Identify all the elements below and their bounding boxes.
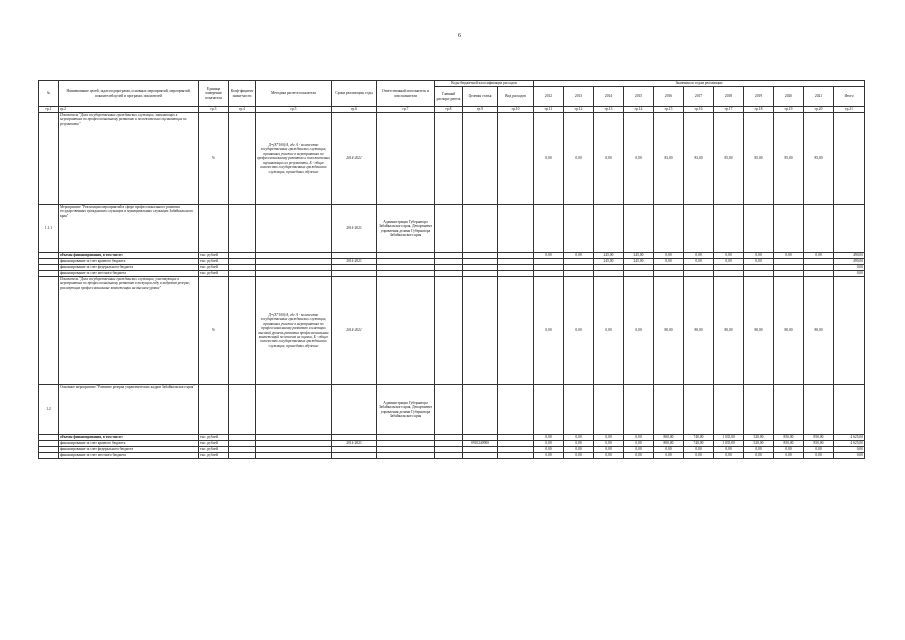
financing-code xyxy=(463,453,498,459)
indicator-period: 2014-2021 xyxy=(332,277,377,385)
value-cell: 0,00 xyxy=(684,259,714,265)
indicator-unit: % xyxy=(199,277,229,385)
colnum: гр.6 xyxy=(332,107,377,113)
value-cell: 80,00 xyxy=(774,277,804,385)
value-cell: 0,00 xyxy=(834,447,865,453)
value-cell: 1 035,00 xyxy=(714,441,744,447)
colnum: гр.13 xyxy=(594,107,624,113)
financing-unit: тыс. рублей xyxy=(199,271,229,277)
financing-unit: тыс. рублей xyxy=(199,253,229,259)
value-cell xyxy=(834,277,865,385)
value-cell: 245,00 xyxy=(594,259,624,265)
value-cell: 0,00 xyxy=(534,447,564,453)
header-year: 2015 xyxy=(624,87,654,107)
colnum: гр.5 xyxy=(256,107,332,113)
value-cell: 245,00 xyxy=(624,253,654,259)
value-cell: 0,00 xyxy=(744,447,774,453)
value-cell: 0,00 xyxy=(654,259,684,265)
colnum: гр.10 xyxy=(498,107,534,113)
value-cell: 0,00 xyxy=(714,447,744,453)
colnum: гр.20 xyxy=(804,107,834,113)
indicator-name: Показатель "Доля государственных гражданских служащих, участвующих в мероприятиях по профессиональному развитию в текущем году и кадровом резерве, реализующих профессиональные компетенции на высшем уровне" xyxy=(59,277,199,385)
financing-row xyxy=(39,453,865,459)
value-cell: 0,00 xyxy=(654,447,684,453)
value-cell: 0,00 xyxy=(654,253,684,259)
value-cell: 0,00 xyxy=(714,453,744,459)
value-cell: 0,00 xyxy=(624,447,654,453)
value-cell: 4 625,00 xyxy=(834,441,865,447)
value-cell: 4 625,00 xyxy=(834,435,865,441)
page-number: 6 xyxy=(458,33,461,39)
colnum: гр.17 xyxy=(714,107,744,113)
colnum: гр.2 xyxy=(59,107,199,113)
indicator-row xyxy=(39,277,865,385)
value-cell: 800,00 xyxy=(654,441,684,447)
header-coef: Коэф-фициент значи-мости xyxy=(229,81,256,107)
indicator-unit: % xyxy=(199,113,229,205)
value-cell: 80,00 xyxy=(804,277,834,385)
value-cell: 0,00 xyxy=(834,271,865,277)
value-cell: 0,00 xyxy=(834,453,865,459)
value-cell: 0,00 xyxy=(564,277,594,385)
financing-label: финансирование за счет местного бюджета xyxy=(59,453,199,459)
measure-number: 1.2 xyxy=(39,385,59,435)
value-cell: 80,00 xyxy=(654,277,684,385)
value-cell: 80,00 xyxy=(714,277,744,385)
value-cell: 0,00 xyxy=(624,435,654,441)
header-year: 2021 xyxy=(804,87,834,107)
colnum: гр.21 xyxy=(834,107,865,113)
header-budget-sub: Целевая статья xyxy=(463,87,498,107)
header-budget-code: Коды бюджетной классификации расходов xyxy=(435,81,534,87)
value-cell: 0,00 xyxy=(534,277,564,385)
colnum: гр.8 xyxy=(435,107,463,113)
value-cell: 0,00 xyxy=(534,435,564,441)
value-cell: 740,00 xyxy=(684,441,714,447)
value-cell xyxy=(834,113,865,205)
value-cell: 0,00 xyxy=(684,453,714,459)
value-cell: 0,00 xyxy=(534,453,564,459)
financing-unit: тыс. рублей xyxy=(199,453,229,459)
measure-name: Основное мероприятие "Развитие резерва управленческих кадров Забайкальского края" xyxy=(59,385,199,435)
indicator-row xyxy=(39,113,865,205)
value-cell: 0,00 xyxy=(714,259,744,265)
measure-responsible: Администрация Губернатора Забайкальского края, Департамент управления делами Губернатора Забайкальского края xyxy=(377,205,435,253)
colnum: гр.14 xyxy=(624,107,654,113)
value-cell: 0,00 xyxy=(564,453,594,459)
value-cell: 0,00 xyxy=(594,277,624,385)
header-year: 2016 xyxy=(654,87,684,107)
value-cell: 0,00 xyxy=(564,113,594,205)
header-year: 2019 xyxy=(744,87,774,107)
value-cell: 0,00 xyxy=(654,453,684,459)
colnum: гр.11 xyxy=(534,107,564,113)
value-cell: 0,00 xyxy=(804,447,834,453)
value-cell: 0,00 xyxy=(624,441,654,447)
program-table xyxy=(38,80,865,459)
colnum: гр.4 xyxy=(229,107,256,113)
measure-row xyxy=(39,385,865,435)
value-cell: 85,00 xyxy=(744,113,774,205)
financing-label: финансирование за счет местного бюджета xyxy=(59,271,199,277)
financing-code: 0910240900 xyxy=(463,441,498,447)
measure-period: 2014-2021 xyxy=(332,205,377,253)
financing-unit: тыс. рублей xyxy=(199,259,229,265)
value-cell: 0,00 xyxy=(564,435,594,441)
financing-unit: тыс. рублей xyxy=(199,265,229,271)
header-year: 2018 xyxy=(714,87,744,107)
header-no: № xyxy=(39,81,59,107)
colnum: гр.7 xyxy=(377,107,435,113)
value-cell: 83,00 xyxy=(684,113,714,205)
header-method: Методика расчета показателя xyxy=(256,81,332,107)
colnum: гр.16 xyxy=(684,107,714,113)
measure-name: Мероприятие "Реализация мероприятий в сфере профессионального развития государственных гражданских служащих и муниципальных служащих Забайкальского края" xyxy=(59,205,199,253)
financing-label: объемы финансирования, в том числе: xyxy=(59,435,199,441)
header-budget-sub: Главный распоря-дитель xyxy=(435,87,463,107)
header-year: 2017 xyxy=(684,87,714,107)
colnum: гр.1 xyxy=(39,107,59,113)
colnum: гр.12 xyxy=(564,107,594,113)
value-cell: 0,00 xyxy=(534,113,564,205)
value-cell: 0,00 xyxy=(804,253,834,259)
value-cell: 0,00 xyxy=(834,265,865,271)
value-cell: 740,00 xyxy=(684,435,714,441)
value-cell: 0,00 xyxy=(624,453,654,459)
value-cell: 0,00 xyxy=(594,447,624,453)
financing-label: объемы финансирования, в том числе: xyxy=(59,253,199,259)
value-cell: 850,00 xyxy=(804,435,834,441)
value-cell: 0,00 xyxy=(774,447,804,453)
financing-period xyxy=(332,453,377,459)
value-cell: 85,00 xyxy=(774,113,804,205)
value-cell: 0,00 xyxy=(594,441,624,447)
value-cell: 850,00 xyxy=(774,435,804,441)
financing-label: финансирование за счет краевого бюджета xyxy=(59,441,199,447)
header-year: 2020 xyxy=(774,87,804,107)
value-cell: 0,00 xyxy=(804,453,834,459)
value-cell: 490,00 xyxy=(834,259,865,265)
value-cell: 520,00 xyxy=(744,441,774,447)
value-cell: 0,00 xyxy=(744,453,774,459)
value-cell: 85,00 xyxy=(804,113,834,205)
value-cell: 520,00 xyxy=(744,435,774,441)
measure-number: 1.1.1 xyxy=(39,205,59,253)
financing-unit: тыс. рублей xyxy=(199,447,229,453)
value-cell: 0,00 xyxy=(774,453,804,459)
value-cell: 0,00 xyxy=(564,441,594,447)
value-cell: 245,00 xyxy=(624,259,654,265)
colnum: гр.9 xyxy=(463,107,498,113)
header-name: Наименование целей, задач подпрограмм, основных мероприятий, мероприятий, показателей целей и программ, показателей xyxy=(59,81,199,107)
value-cell: 0,00 xyxy=(624,277,654,385)
header-year: 2013 xyxy=(564,87,594,107)
value-cell: 245,00 xyxy=(594,253,624,259)
indicator-method: Д=(Б*100)/А, где А - количество государственных гражданских служащих, принявших участие в мероприятиях по профессиональному развитию и имеющих высокий уровень развития профессиональных компетенций по итогам их оценки, Б - общее количество государственных гражданских служащих, прошедших обучение xyxy=(256,277,332,385)
header-year: 2014 xyxy=(594,87,624,107)
colnum: гр.18 xyxy=(744,107,774,113)
value-cell: 1 035,00 xyxy=(714,435,744,441)
value-cell: 0,00 xyxy=(564,447,594,453)
header-period: Сроки реализации, годы xyxy=(332,81,377,107)
value-cell: 83,00 xyxy=(654,113,684,205)
header-unit: Единица измерения показателя xyxy=(199,81,229,107)
value-cell: 0,00 xyxy=(624,113,654,205)
financing-label: финансирование за счет федерального бюджета xyxy=(59,447,199,453)
value-cell: 0,00 xyxy=(594,435,624,441)
financing-label: финансирование за счет краевого бюджета xyxy=(59,259,199,265)
value-cell: 0,00 xyxy=(714,253,744,259)
value-cell: 0,00 xyxy=(534,253,564,259)
measure-row xyxy=(39,205,865,253)
value-cell: 850,00 xyxy=(774,441,804,447)
value-cell: 80,00 xyxy=(744,277,774,385)
financing-label: финансирование за счет федерального бюджета xyxy=(59,265,199,271)
header-responsible: Ответственный исполнитель и соисполнители xyxy=(377,81,435,107)
indicator-method: Д=(Б*100)/А, где А - количество государственных гражданских служащих, принявших участие в мероприятиях по профессиональному развитию и положительно оценивающих их результаты, Б - общее количество государственных гражданских служащих, прошедших обучение xyxy=(256,113,332,205)
value-cell: 0,00 xyxy=(564,253,594,259)
indicator-period: 2014-2021 xyxy=(332,113,377,205)
header-year-total: Итого xyxy=(834,87,865,107)
header-budget-sub: Вид расходов xyxy=(498,87,534,107)
value-cell: 0,00 xyxy=(774,253,804,259)
financing-unit: тыс. рублей xyxy=(199,435,229,441)
header-values-title: Значения по годам реализации xyxy=(534,81,865,87)
financing-period: 2014-2021 xyxy=(332,441,377,447)
value-cell: 0,00 xyxy=(594,113,624,205)
value-cell: 0,00 xyxy=(684,253,714,259)
value-cell: 850,00 xyxy=(804,441,834,447)
value-cell: 0,00 xyxy=(684,447,714,453)
value-cell: 490,00 xyxy=(834,253,865,259)
value-cell: 800,00 xyxy=(654,435,684,441)
value-cell: 0,00 xyxy=(534,441,564,447)
colnum: гр.15 xyxy=(654,107,684,113)
measure-responsible: Администрация Губернатора Забайкальского края, Департамент управления делами Губернатора Забайкальского края xyxy=(377,385,435,435)
header-year: 2012 xyxy=(534,87,564,107)
value-cell: 80,00 xyxy=(684,277,714,385)
value-cell: 0,00 xyxy=(744,259,774,265)
indicator-name: Показатель "Доля государственных гражданских служащих, занимающих в мероприятиях по профессиональному развитию и положительно оценивающих их результаты" xyxy=(59,113,199,205)
financing-period: 2014-2021 xyxy=(332,259,377,265)
value-cell: 0,00 xyxy=(594,453,624,459)
colnum: гр.19 xyxy=(774,107,804,113)
value-cell: 85,00 xyxy=(714,113,744,205)
colnum: гр.3 xyxy=(199,107,229,113)
value-cell: 0,00 xyxy=(744,253,774,259)
financing-unit: тыс. рублей xyxy=(199,441,229,447)
